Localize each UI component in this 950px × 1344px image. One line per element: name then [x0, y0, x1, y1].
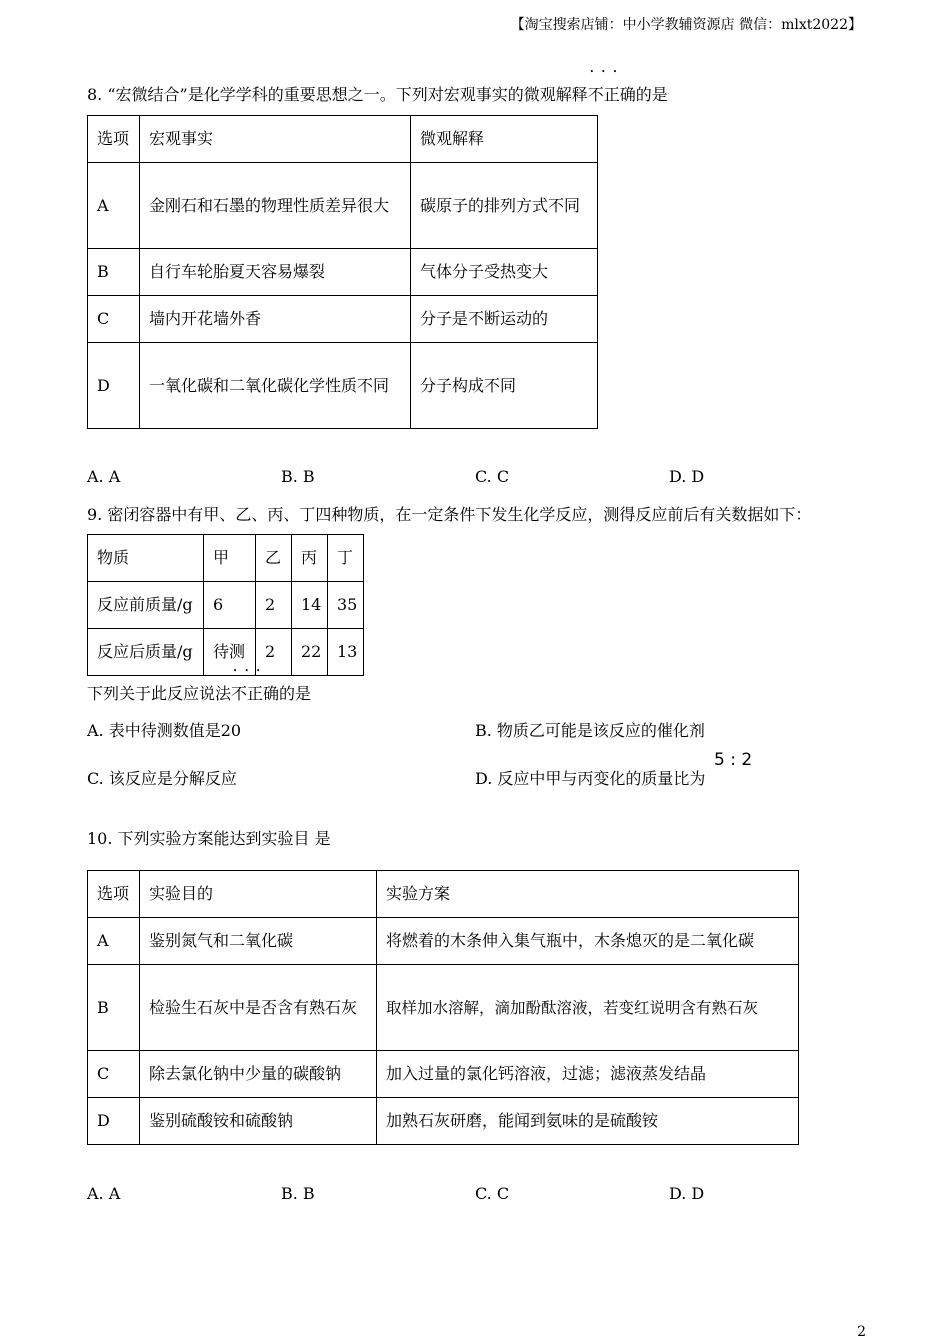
option-cell: A	[88, 163, 140, 249]
table-cell: 反应前质量/g	[88, 582, 204, 629]
option-cell: C	[88, 1051, 140, 1098]
explanation-cell: 分子构成不同	[411, 343, 598, 429]
table-row	[88, 582, 364, 629]
page-number: 2	[857, 1324, 866, 1340]
q10-table	[87, 870, 799, 1145]
table-header-row	[88, 535, 364, 582]
q10-choice-c: C. C	[475, 1184, 510, 1203]
goal-cell: 检验生石灰中是否含有熟石灰	[140, 965, 377, 1051]
header-cell: 实验目的	[140, 871, 377, 918]
table-cell: 反应后质量/g	[88, 629, 204, 676]
table-row	[88, 163, 598, 249]
explanation-cell: 气体分子受热变大	[411, 249, 598, 296]
q8-choice-d: D. D	[669, 467, 705, 486]
q8-choice-c: C. C	[475, 467, 510, 486]
table-row	[88, 629, 364, 676]
table-cell: 待测	[204, 629, 256, 676]
q10-choice-a: A. A	[87, 1184, 121, 1203]
q9-ratio: 5 : 2	[714, 750, 753, 770]
q8-choice-a: A. A	[87, 467, 121, 486]
option-cell: D	[88, 1098, 140, 1145]
q9-table	[87, 534, 364, 676]
q10-stem: 10. 下列实验方案能达到实验目 是	[87, 829, 331, 848]
fact-cell: 金刚石和石墨的物理性质差异很大	[140, 163, 411, 249]
explanation-cell: 分子是不断运动的	[411, 296, 598, 343]
header-cell: 实验方案	[377, 871, 799, 918]
header-cell: 微观解释	[411, 116, 598, 163]
q9-choice-c: C. 该反应是分解反应	[87, 769, 237, 788]
q9-question	[87, 681, 311, 704]
table-row	[88, 1098, 799, 1145]
page-header: 【淘宝搜索店铺：中小学教辅资源店 微信：mlxt2022】	[510, 17, 862, 33]
table-row	[88, 918, 799, 965]
table-cell: 6	[204, 582, 256, 629]
table-cell: 2	[256, 582, 292, 629]
q8-choice-b: B. B	[281, 467, 315, 486]
q9-choice-d: D. 反应中甲与丙变化的质量比为	[475, 769, 706, 788]
q8-table	[87, 115, 598, 429]
header-cell: 选项	[88, 116, 140, 163]
q10-choice-b: B. B	[281, 1184, 315, 1203]
option-cell: A	[88, 918, 140, 965]
header-cell: 物质	[88, 535, 204, 582]
q9-choice-b: B. 物质乙可能是该反应的催化剂	[475, 721, 705, 740]
q9-choice-a: A. 表中待测数值是20	[87, 721, 242, 740]
table-row	[88, 296, 598, 343]
plan-cell: 将燃着的木条伸入集气瓶中，木条熄灭的是二氧化碳	[377, 918, 799, 965]
q8-stem-pre: 8. “宏微结合”是化学学科的重要思想之一。下列对宏观事实的微观解释	[87, 85, 588, 104]
fact-cell: 自行车轮胎夏天容易爆裂	[140, 249, 411, 296]
fact-cell: 墙内开花墙外香	[140, 296, 411, 343]
table-cell: 35	[328, 582, 364, 629]
table-cell: 14	[292, 582, 328, 629]
plan-cell: 加熟石灰研磨，能闻到氨味的是硫酸铵	[377, 1098, 799, 1145]
plan-cell: 取样加水溶解，滴加酚酞溶液，若变红说明含有熟石灰	[377, 965, 799, 1051]
header-cell: 甲	[204, 535, 256, 582]
goal-cell: 除去氯化钠中少量的碳酸钠	[140, 1051, 377, 1098]
option-cell: B	[88, 249, 140, 296]
q9-question-emphasis: • • • 不正确	[231, 681, 279, 704]
table-row	[88, 249, 598, 296]
table-cell: 13	[328, 629, 364, 676]
explanation-cell: 碳原子的排列方式不同	[411, 163, 598, 249]
table-row	[88, 1051, 799, 1098]
q8-stem-post: 的是	[635, 85, 668, 104]
table-row	[88, 965, 799, 1051]
q9-question-post: 的是	[279, 684, 312, 703]
option-cell: B	[88, 965, 140, 1051]
q8-stem-emphasis: • • • 不正确	[588, 82, 636, 105]
table-header-row	[88, 116, 598, 163]
table-header-row	[88, 871, 799, 918]
q9-question-pre: 下列关于此反应说法	[87, 684, 232, 703]
header-cell: 丁	[328, 535, 364, 582]
header-cell: 乙	[256, 535, 292, 582]
plan-cell: 加入过量的氯化钙溶液，过滤；滤液蒸发结晶	[377, 1051, 799, 1098]
table-row	[88, 343, 598, 429]
option-cell: C	[88, 296, 140, 343]
q8-stem	[87, 82, 668, 105]
header-cell: 丙	[292, 535, 328, 582]
header-cell: 宏观事实	[140, 116, 411, 163]
table-cell: 22	[292, 629, 328, 676]
goal-cell: 鉴别硫酸铵和硫酸钠	[140, 1098, 377, 1145]
goal-cell: 鉴别氮气和二氧化碳	[140, 918, 377, 965]
fact-cell: 一氧化碳和二氧化碳化学性质不同	[140, 343, 411, 429]
option-cell: D	[88, 343, 140, 429]
table-cell: 2	[256, 629, 292, 676]
q9-stem: 9. 密闭容器中有甲、乙、丙、丁四种物质，在一定条件下发生化学反应，测得反应前后有关数据如下：	[87, 505, 812, 524]
header-cell: 选项	[88, 871, 140, 918]
q10-choice-d: D. D	[669, 1184, 705, 1203]
